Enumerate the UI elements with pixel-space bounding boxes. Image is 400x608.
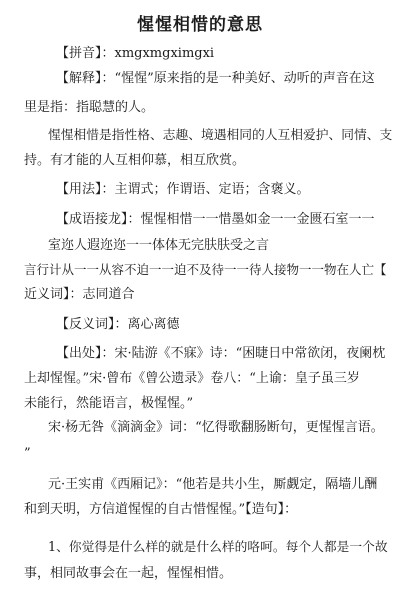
- antonym-line: 【反义词】：离心离德: [56, 317, 180, 332]
- document-title: 惺惺相惜的意思: [137, 15, 263, 35]
- meaning-line-1: 惺惺相惜是指性格、志趣、境遇相同的人互相爱护、同情、支: [48, 128, 393, 143]
- source-line-4: 宋·杨无咎《滴滴金》词：“忆得歌翻肠断句，更惺惺言语。: [48, 420, 384, 435]
- idiom-chain-line-3: 言行计从一一从容不迫一一迫不及待一一待人接物一一物在人亡【: [24, 262, 387, 277]
- idiom-chain-line-2: 室迩人遐迩迩一一体体无完肤肤受之言: [48, 238, 270, 253]
- source-line-3: 未能行，然能语言，极惺惺。”: [24, 396, 194, 411]
- meaning-line-2: 持。有才能的人互相仰慕，相互欣赏。: [24, 153, 246, 168]
- explanation-line-1: 【解释】：“惺惺”原来指的是一种美好、动听的声音在这: [56, 71, 375, 86]
- idiom-chain-line-1: 【成语接龙】：惺惺相惜一一惜墨如金一一金匮石室一一: [56, 212, 375, 227]
- source-line-7: 和到天明，方信道惺惺的自古惜惺惺。”【造句】：: [24, 502, 298, 517]
- example-sentence-line-1: 1、你觉得是什么样的就是什么样的咯呵。每个人都是一个故: [48, 540, 388, 555]
- source-line-1: 【出处】：宋·陆游《不寐》诗：“困睫日中常欲闭，夜阑枕: [56, 346, 386, 361]
- explanation-line-2: 里是指：指聪慧的人。: [24, 100, 155, 115]
- source-line-5: ”: [24, 446, 31, 461]
- synonym-line: 近义词】：志同道合: [24, 287, 135, 302]
- pinyin-line: 【拼音】：xmgxmgximgxi: [56, 46, 215, 61]
- source-line-2: 上却惺惺。”宋·曾布《曾公遗录》卷八：“上谕：皇子虽三岁: [24, 371, 360, 386]
- example-sentence-line-2: 事，相同故事会在一起，惺惺相惜。: [24, 566, 233, 581]
- usage-line: 【用法】：主谓式；作谓语、定语；含褒义。: [56, 182, 310, 197]
- source-line-6: 元·王实甫《西厢记》：“他若是共小生，厮觑定，隔墙儿酬: [48, 477, 378, 492]
